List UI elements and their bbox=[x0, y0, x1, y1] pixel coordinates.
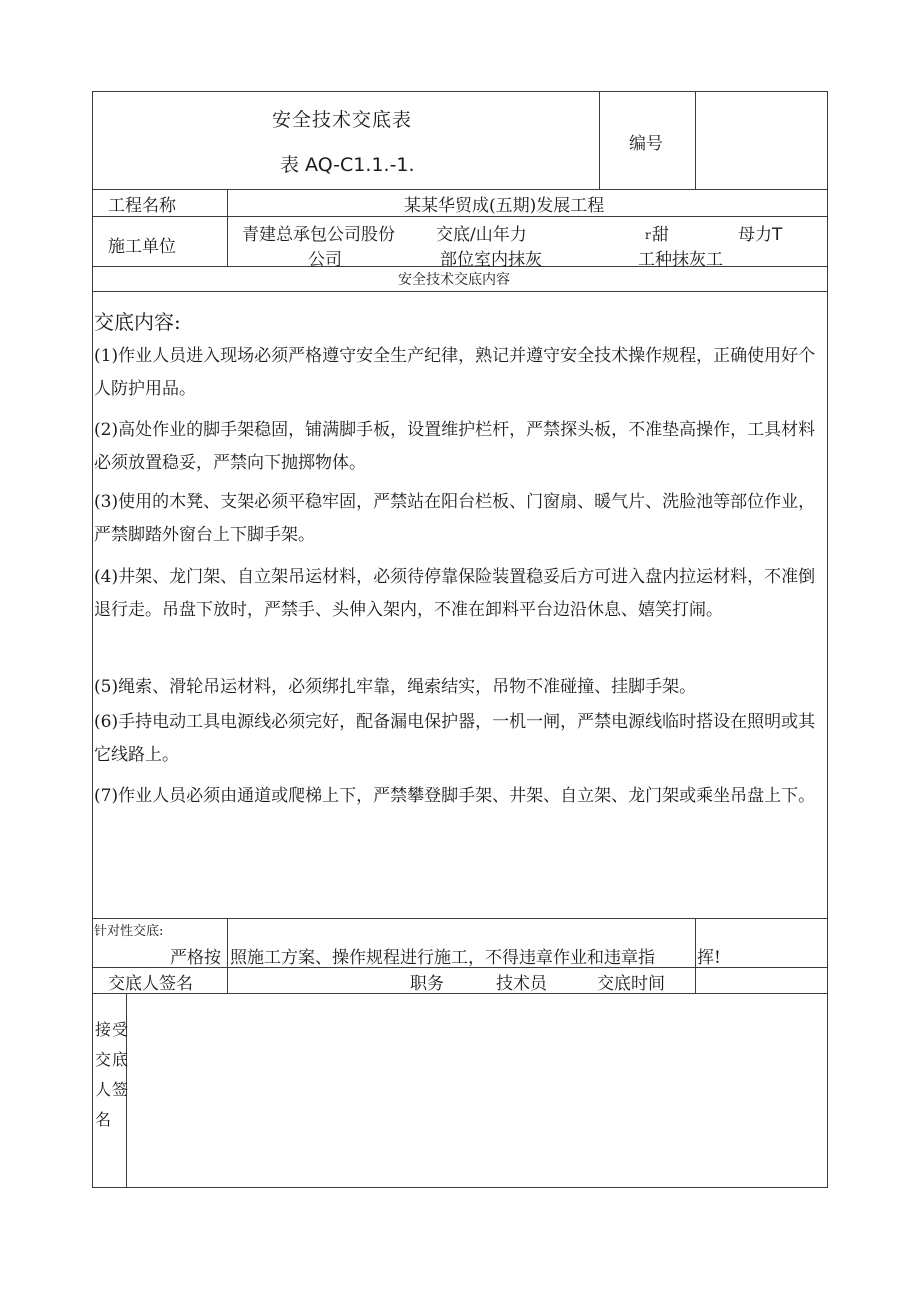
border-top bbox=[92, 91, 828, 92]
position-value: 技术员 bbox=[496, 974, 547, 994]
receiver-label-line-2: 交底 bbox=[95, 1050, 130, 1069]
content-item-1: (1)作业人员进入现场必须严格遵守安全生产纪律，熟记并遵守安全技术操作规程，正确使用好个人防护用品。 bbox=[94, 346, 816, 399]
trade-line-1: 甜 bbox=[652, 225, 669, 245]
targeted-text-c: 挥! bbox=[697, 948, 721, 968]
border-bottom bbox=[92, 1187, 828, 1188]
position-label: 职务 bbox=[410, 974, 444, 994]
content-item-4: (4)井架、龙门架、自立架吊运材料，必须待停靠保险装置稳妥后方可进入盘内拉运材料，不准倒退行走。吊盘下放时，严禁手、头伸入架内，不准在卸料平台边沿休息、嬉笑打闹。 bbox=[94, 567, 816, 620]
content-item-6: (6)手持电动工具电源线必须完好，配备漏电保护器，一机一闸，严禁电源线临时搭设在照明或其它线路上。 bbox=[94, 712, 816, 765]
label-divider-upper bbox=[227, 189, 228, 267]
receiver-signature-area[interactable] bbox=[128, 995, 826, 1186]
signer-label: 交底人签名 bbox=[108, 974, 193, 994]
trade-line-2: 工种抹灰工 bbox=[638, 250, 723, 270]
form-title: 安全技术交底表 bbox=[272, 109, 413, 131]
header-divider-2 bbox=[695, 91, 696, 189]
company-line-1: 青建总承包公司股份 bbox=[242, 225, 395, 245]
content-item-5: (5)绳索、滑轮吊运材料，必须绑扎牢靠，绳索结实，吊物不准碰撞、挂脚手架。 bbox=[94, 677, 697, 697]
receiver-label-line-4: 名 bbox=[95, 1110, 113, 1129]
targeted-text-a: 严格按 bbox=[170, 948, 221, 968]
project-name-label: 工程名称 bbox=[108, 196, 176, 216]
right-divider-lower bbox=[695, 918, 696, 994]
row-line-1 bbox=[92, 189, 828, 190]
construction-unit-label: 施工单位 bbox=[108, 237, 176, 257]
receiver-label-line-1: 接受 bbox=[95, 1020, 130, 1039]
row-line-5 bbox=[92, 918, 828, 919]
project-name-value: 某某华贸成(五期)发展工程 bbox=[404, 196, 605, 216]
row-line-2 bbox=[92, 216, 828, 217]
border-right bbox=[827, 91, 828, 1188]
border-left bbox=[92, 91, 93, 1188]
handover-part-line-1: 交底/山年力 bbox=[436, 225, 527, 245]
targeted-label: 针对性交底: bbox=[94, 924, 164, 939]
section-title: 安全技术交底内容 bbox=[398, 272, 510, 288]
receiver-label-line-3: 人签 bbox=[95, 1080, 130, 1099]
content-heading: 交底内容: bbox=[94, 310, 181, 334]
row-line-7 bbox=[92, 993, 828, 994]
content-item-2: (2)高处作业的脚手架稳固，铺满脚手板，设置维护栏杆，严禁探头板，不准垫高操作，工具材料必须放置稳妥，严禁向下抛掷物体。 bbox=[94, 420, 816, 473]
trade-line-1b: 母力T bbox=[738, 225, 783, 245]
header-divider-1 bbox=[599, 91, 600, 189]
company-line-2: 公司 bbox=[308, 250, 342, 270]
trade-mark: r bbox=[645, 228, 651, 242]
label-divider-lower bbox=[227, 918, 228, 994]
row-line-4 bbox=[92, 291, 828, 292]
content-item-7: (7)作业人员必须由通道或爬梯上下，严禁攀登脚手架、井架、自立架、龙门架或乘坐吊盘上下。 bbox=[94, 786, 816, 806]
number-label: 编号 bbox=[629, 134, 663, 154]
form-code: 表 AQ-C1.1.-1. bbox=[280, 154, 415, 176]
targeted-text-b: 照施工方案、操作规程进行施工，不得违章作业和违章指 bbox=[230, 948, 655, 968]
content-item-3: (3)使用的木凳、支架必须平稳牢固，严禁站在阳台栏板、门窗扇、暖气片、洗脸池等部位作业，严禁脚踏外窗台上下脚手架。 bbox=[94, 492, 816, 545]
handover-time-label: 交底时间 bbox=[597, 974, 665, 994]
handover-part-line-2: 部位室内抹灰 bbox=[440, 250, 542, 270]
